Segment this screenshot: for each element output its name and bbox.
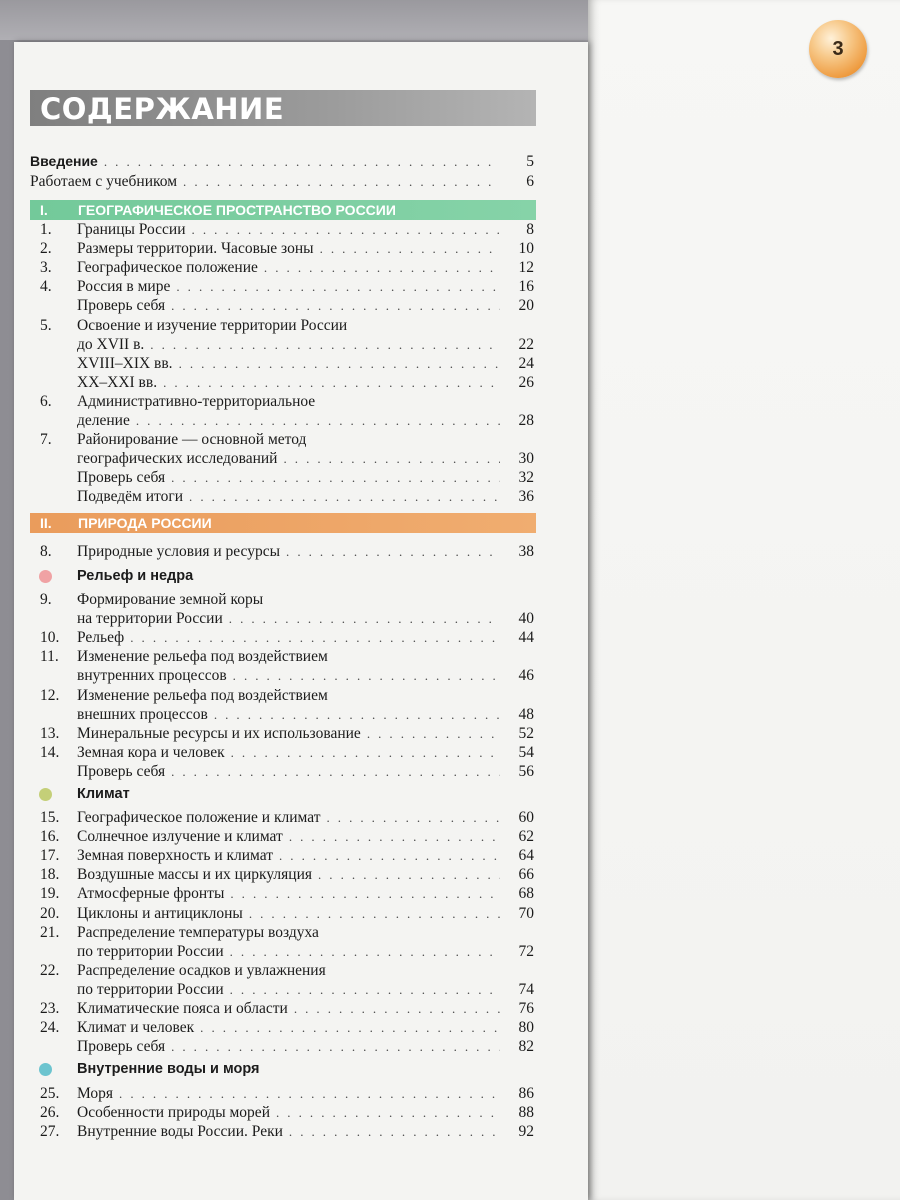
entry-title: деление [77,412,130,429]
section-title: ПРИРОДА РОССИИ [78,515,212,531]
dot-leader [283,449,500,468]
dot-leader [229,609,500,628]
entry-page-number: 82 [518,1038,534,1056]
entry-number: 3. [40,259,52,277]
entry-body [77,904,536,923]
entry-title: Проверь себя [77,1038,166,1056]
entry-number: 5. [40,316,52,334]
entry-page-number: 22 [518,335,534,353]
toc-entry[interactable] [30,980,536,999]
entry-page-number: 88 [518,1104,534,1122]
toc-entry[interactable] [30,1037,536,1056]
toc-entry[interactable] [30,1084,536,1103]
entry-number: 16. [40,828,60,846]
entry-page-number: 46 [518,667,534,685]
subsection-marker-icon [39,1063,52,1076]
subsection-header[interactable] [30,1059,536,1079]
entry-page-number: 66 [518,866,534,884]
entry-page-number: 16 [518,278,534,296]
subsection-marker-icon [39,570,52,583]
entry-title: XX–XXI вв. [77,373,158,391]
entry-page-number: 62 [518,828,534,846]
dot-leader [279,846,500,865]
entry-page-number: 68 [518,885,534,903]
toc-entry[interactable] [30,904,536,923]
entry-number: 8. [40,543,52,560]
entry-title: внешних процессов [77,705,208,723]
toc-entry[interactable] [30,762,536,781]
section-header[interactable] [30,513,536,533]
entry-title: Изменение рельефа под воздействием [77,686,328,704]
entry-title: Изменение рельефа под воздействием [77,648,328,666]
entry-title: Подведём итоги [77,488,184,506]
entry-body [77,942,536,961]
entry-number: 23. [40,1000,60,1017]
dot-leader [233,666,500,685]
entry-body [77,354,536,373]
entry-title: Размеры территории. Часовые зоны [77,240,314,258]
toc-entry[interactable] [30,239,536,258]
entry-body [77,1018,536,1037]
entry-number: 19. [40,885,60,903]
entry-body [77,686,536,705]
entry-body [77,487,536,506]
entry-title: Освоение и изучение территории России [77,316,348,334]
entry-body [77,277,536,296]
section-number: I. [40,202,48,218]
toc-entry[interactable] [30,686,536,705]
entry-body [77,373,536,392]
dot-leader [249,904,500,923]
entry-title: Внутренние воды России. Реки [77,1123,283,1141]
dot-leader [176,277,500,296]
entry-body [77,628,536,647]
entry-body [30,152,536,171]
entry-title: Географическое положение и климат [77,809,321,826]
entry-title: Климатические пояса и области [77,1000,288,1017]
entry-body [77,808,536,827]
dot-leader [230,980,500,999]
toc-entry[interactable] [30,846,536,865]
dot-leader [318,865,500,884]
toc-entry[interactable] [30,808,536,827]
entry-page-number: 20 [518,297,534,315]
dot-leader [230,942,500,961]
toc-entry[interactable] [30,220,536,239]
entry-title: географических исследований [77,450,278,468]
section-header[interactable] [30,200,536,220]
toc-entry[interactable] [30,865,536,884]
entry-title: Земная поверхность и климат [77,847,273,865]
toc-entry[interactable] [30,1018,536,1037]
toc-entry[interactable] [30,590,536,609]
section-title: ГЕОГРАФИЧЕСКОЕ ПРОСТРАНСТВО РОССИИ [78,202,396,218]
entry-page-number: 26 [518,373,534,391]
entry-body [77,239,536,258]
entry-title: Проверь себя [77,469,166,487]
dot-leader [163,373,500,392]
entry-body [77,258,536,277]
entry-title: Проверь себя [77,762,166,780]
toc-entry[interactable] [30,354,536,373]
entry-title: по территории России [77,980,224,998]
entry-body [77,449,536,468]
entry-page-number: 5 [526,153,534,170]
entry-page-number: 38 [518,543,534,560]
entry-page-number: 8 [526,221,534,238]
toc-entry[interactable] [30,296,536,315]
entry-body [77,762,536,781]
toc-entry[interactable] [30,1103,536,1122]
entry-number: 12. [40,686,60,704]
page-number-badge: 3 [809,20,867,78]
entry-title: Природные условия и ресурсы [77,543,281,560]
entry-title: Районирование — основной метод [77,431,307,449]
toc-entry[interactable] [30,449,536,468]
entry-number: 2. [40,240,52,258]
dot-leader [183,172,500,191]
entry-number: 22. [40,961,60,979]
dot-leader [171,762,500,781]
entry-body [77,724,536,743]
toc-entry[interactable] [30,411,536,430]
entry-title: XVIII–XIX вв. [77,354,173,372]
toc-entry[interactable] [30,827,536,846]
entry-page-number: 6 [526,173,534,190]
dot-leader [264,258,500,277]
entry-body [77,392,536,411]
entry-page-number: 12 [518,259,534,277]
entry-title: по территории России [77,942,224,960]
entry-body [77,468,536,487]
entry-number: 10. [40,629,60,647]
dot-leader [171,296,500,315]
entry-number: 27. [40,1123,60,1141]
entry-page-number: 52 [518,724,534,742]
toc-entry[interactable] [30,1122,536,1141]
entry-number: 7. [40,431,52,449]
toc-entry[interactable] [30,999,536,1018]
entry-body [77,411,536,430]
entry-page-number: 92 [518,1123,534,1141]
dot-leader [179,354,500,373]
entry-number: 24. [40,1019,60,1037]
entry-title: на территории России [77,610,223,628]
subsection-title: Внутренние воды и моря [77,1061,260,1077]
dot-leader [367,724,500,743]
dot-leader [286,542,500,561]
entry-body [77,647,536,666]
entry-number: 9. [40,591,52,608]
entry-body [77,666,536,685]
entry-number: 21. [40,923,60,941]
entry-body [77,1122,536,1141]
entry-title: Воздушные массы и их циркуляция [77,866,312,884]
dot-leader [192,220,500,239]
toc-entry[interactable] [30,487,536,506]
dot-leader [171,468,500,487]
entry-page-number: 80 [518,1019,534,1037]
dot-leader [294,999,500,1018]
entry-number: 20. [40,904,60,922]
entry-title: Минеральные ресурсы и их использование [77,724,361,742]
contents-title-bar [30,90,536,126]
entry-title: Атмосферные фронты [77,885,225,903]
toc-entry[interactable] [30,152,536,171]
entry-number: 1. [40,221,52,238]
toc-entry[interactable] [30,628,536,647]
toc-entry[interactable] [30,884,536,903]
dot-leader [200,1018,500,1037]
toc-entry[interactable] [30,335,536,354]
entry-title: внутренних процессов [77,667,227,685]
entry-title: Географическое положение [77,259,258,277]
dot-leader [326,808,500,827]
entry-page-number: 30 [518,450,534,468]
entry-title: Распределение осадков и увлажнения [77,961,326,979]
entry-body [77,1084,536,1103]
entry-title: Введение [30,153,98,169]
toc-entry[interactable] [30,468,536,487]
subsection-header[interactable] [30,566,536,586]
entry-page-number: 70 [518,904,534,922]
toc-entry[interactable] [30,430,536,449]
entry-page-number: 76 [518,1000,534,1017]
dot-leader [289,1122,500,1141]
toc-entry[interactable] [30,172,536,191]
entry-page-number: 40 [518,610,534,628]
entry-title: Солнечное излучение и климат [77,828,283,846]
subsection-title: Рельеф и недра [77,568,194,584]
toc-entry[interactable] [30,942,536,961]
entry-body [77,961,536,980]
entry-number: 25. [40,1085,60,1102]
dot-leader [119,1084,500,1103]
entry-title: Административно-территориальное [77,392,316,410]
entry-number: 13. [40,724,60,742]
toc-entry[interactable] [30,542,536,561]
entry-page-number: 24 [518,354,534,372]
entry-body [77,705,536,724]
entry-page-number: 28 [518,412,534,429]
entry-page-number: 64 [518,847,534,865]
entry-title: Россия в мире [77,278,171,296]
dot-leader [289,827,500,846]
entry-page-number: 56 [518,762,534,780]
entry-body [77,590,536,609]
entry-page-number: 54 [518,743,534,761]
subsection-title: Климат [77,786,130,802]
toc-entry[interactable] [30,609,536,628]
entry-number: 18. [40,866,60,884]
toc-entry[interactable] [30,373,536,392]
entry-page-number: 36 [518,488,534,506]
entry-page-number: 32 [518,469,534,487]
entry-body [77,865,536,884]
entry-page-number: 44 [518,629,534,647]
entry-body [77,923,536,942]
entry-title: Земная кора и человек [77,743,225,761]
entry-title: Проверь себя [77,297,166,315]
dot-leader [130,628,500,647]
dot-leader [189,487,500,506]
entry-title: Рельеф [77,629,125,647]
entry-body [77,999,536,1018]
entry-title: Работаем с учебником [30,173,178,190]
dot-leader [104,152,500,171]
toc-entry[interactable] [30,705,536,724]
entry-body [30,172,536,191]
toc-entry[interactable] [30,961,536,980]
entry-page-number: 74 [518,980,534,998]
right-page-margin [588,0,900,1200]
toc-entry[interactable] [30,316,536,335]
entry-number: 26. [40,1104,60,1122]
entry-body [77,316,536,335]
entry-title: Моря [77,1085,114,1102]
section-number: II. [40,515,52,531]
entry-body [77,827,536,846]
dot-leader [171,1037,500,1056]
entry-body [77,980,536,999]
entry-body [77,430,536,449]
subsection-header[interactable] [30,784,536,804]
entry-page-number: 72 [518,942,534,960]
entry-number: 14. [40,743,60,761]
entry-title: Распределение температуры воздуха [77,923,319,941]
toc-entry[interactable] [30,647,536,666]
entry-number: 15. [40,809,60,826]
entry-title: Границы России [77,221,186,238]
toc-entry[interactable] [30,277,536,296]
entry-body [77,846,536,865]
entry-body [77,220,536,239]
subsection-marker-icon [39,788,52,801]
toc-entry[interactable] [30,724,536,743]
entry-page-number: 48 [518,705,534,723]
entry-body [77,542,536,561]
page-title: СОДЕРЖАНИЕ [40,92,285,126]
toc-entry[interactable] [30,743,536,762]
entry-title: Формирование земной коры [77,591,264,608]
dot-leader [214,705,500,724]
toc-entry[interactable] [30,666,536,685]
dot-leader [136,411,500,430]
toc-entry[interactable] [30,923,536,942]
dot-leader [230,884,500,903]
toc-entry[interactable] [30,392,536,411]
dot-leader [150,335,500,354]
entry-title: Циклоны и антициклоны [77,904,243,922]
entry-page-number: 60 [518,809,534,826]
entry-body [77,884,536,903]
entry-number: 17. [40,847,60,865]
entry-page-number: 10 [518,240,534,258]
dot-leader [320,239,500,258]
entry-body [77,296,536,315]
entry-number: 11. [40,648,59,666]
dot-leader [276,1103,500,1122]
dot-leader [231,743,500,762]
entry-title: Климат и человек [77,1019,195,1037]
entry-body [77,1103,536,1122]
entry-number: 4. [40,278,52,296]
entry-body [77,609,536,628]
toc-entry[interactable] [30,258,536,277]
entry-page-number: 86 [518,1085,534,1102]
entry-body [77,335,536,354]
entry-number: 6. [40,392,52,410]
entry-title: до XVII в. [77,335,145,353]
entry-body [77,743,536,762]
entry-body [77,1037,536,1056]
entry-title: Особенности природы морей [77,1104,270,1122]
